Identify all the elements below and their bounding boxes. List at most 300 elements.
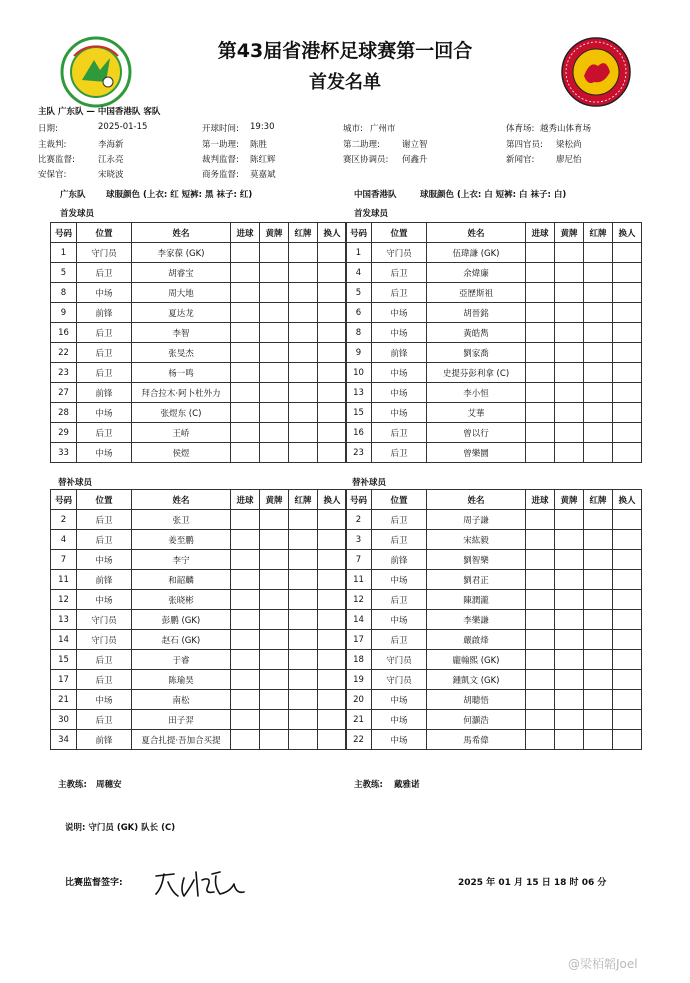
column-header-red: 红牌 bbox=[584, 223, 613, 243]
cell-name: 于睿 bbox=[132, 650, 231, 670]
cell-number: 14 bbox=[51, 630, 77, 650]
column-header-position: 位置 bbox=[372, 223, 427, 243]
column-header-yellow: 黄牌 bbox=[260, 490, 289, 510]
cell-red bbox=[289, 383, 318, 403]
cell-name: 宋紘毅 bbox=[427, 530, 526, 550]
cell-sub bbox=[613, 550, 642, 570]
column-header-yellow: 黄牌 bbox=[260, 223, 289, 243]
cell-sub bbox=[318, 550, 347, 570]
cell-position: 前锋 bbox=[372, 343, 427, 363]
cell-red bbox=[584, 510, 613, 530]
table-row bbox=[346, 383, 642, 403]
cell-red bbox=[289, 303, 318, 323]
cell-name: 田子羿 bbox=[132, 710, 231, 730]
home-subs-label: 替补球员 bbox=[58, 478, 93, 488]
cell-position: 守门员 bbox=[372, 243, 427, 263]
cell-name: 杨一鸣 bbox=[132, 363, 231, 383]
cell-position: 后卫 bbox=[77, 650, 132, 670]
table-row bbox=[346, 570, 642, 590]
cell-position: 后卫 bbox=[77, 423, 132, 443]
cell-red bbox=[289, 363, 318, 383]
cell-red bbox=[584, 630, 613, 650]
info-label: 开球时间: bbox=[202, 124, 239, 134]
watermark: @梁栢韜Joel bbox=[568, 957, 638, 971]
table-row bbox=[346, 550, 642, 570]
cell-sub bbox=[318, 443, 347, 463]
cell-number: 29 bbox=[51, 423, 77, 443]
cell-red bbox=[289, 443, 318, 463]
table-row bbox=[346, 423, 642, 443]
table-row bbox=[51, 550, 347, 570]
cell-name: 胡睿宝 bbox=[132, 263, 231, 283]
column-header-red: 红牌 bbox=[289, 490, 318, 510]
cell-number: 18 bbox=[346, 650, 372, 670]
cell-number: 4 bbox=[51, 530, 77, 550]
cell-number: 7 bbox=[51, 550, 77, 570]
cell-number: 10 bbox=[346, 363, 372, 383]
cell-red bbox=[289, 590, 318, 610]
cell-number: 4 bbox=[346, 263, 372, 283]
info-label: 第一助理: bbox=[202, 140, 239, 150]
cell-name: 夏合扎提·吾加合买提 bbox=[132, 730, 231, 750]
cell-sub bbox=[613, 423, 642, 443]
table-row bbox=[346, 243, 642, 263]
cell-number: 6 bbox=[346, 303, 372, 323]
cell-number: 17 bbox=[51, 670, 77, 690]
cell-yellow bbox=[260, 403, 289, 423]
table-row bbox=[51, 363, 347, 383]
cell-goals bbox=[231, 510, 260, 530]
column-header-yellow: 黄牌 bbox=[555, 223, 584, 243]
signed-timestamp: 2025 年 01 月 15 日 18 时 06 分 bbox=[458, 878, 607, 888]
cell-position: 中场 bbox=[372, 610, 427, 630]
home-team-name: 广东队 bbox=[60, 190, 86, 200]
cell-name: 曾樂圜 bbox=[427, 443, 526, 463]
table-row bbox=[51, 530, 347, 550]
cell-name: 拜合拉木·阿卜杜外力 bbox=[132, 383, 231, 403]
table-row bbox=[51, 690, 347, 710]
column-header-yellow: 黄牌 bbox=[555, 490, 584, 510]
cell-position: 中场 bbox=[372, 363, 427, 383]
cell-position: 前锋 bbox=[372, 550, 427, 570]
cell-name: 余煒廉 bbox=[427, 263, 526, 283]
cell-name: 姜至鹏 bbox=[132, 530, 231, 550]
table-row bbox=[346, 303, 642, 323]
cell-position: 守门员 bbox=[372, 650, 427, 670]
cell-position: 后卫 bbox=[372, 423, 427, 443]
cell-goals bbox=[526, 690, 555, 710]
cell-position: 后卫 bbox=[372, 510, 427, 530]
info-value: 莫嘉斌 bbox=[250, 170, 276, 180]
cell-position: 中场 bbox=[372, 323, 427, 343]
cell-number: 13 bbox=[51, 610, 77, 630]
cell-red bbox=[289, 530, 318, 550]
away-kit-colors: 球服颜色 (上衣: 白 短裤: 白 袜子: 白) bbox=[420, 190, 567, 200]
info-label: 主裁判: bbox=[38, 140, 67, 150]
cell-goals bbox=[526, 530, 555, 550]
cell-yellow bbox=[260, 710, 289, 730]
cell-name: 周大地 bbox=[132, 283, 231, 303]
table-row bbox=[346, 650, 642, 670]
cell-name: 亞歷斯祖 bbox=[427, 283, 526, 303]
cell-yellow bbox=[555, 570, 584, 590]
table-row bbox=[51, 610, 347, 630]
home-subs-table bbox=[50, 489, 347, 750]
cell-goals bbox=[231, 550, 260, 570]
cell-number: 11 bbox=[346, 570, 372, 590]
table-row bbox=[51, 403, 347, 423]
table-row bbox=[51, 590, 347, 610]
cell-sub bbox=[318, 263, 347, 283]
cell-goals bbox=[526, 363, 555, 383]
cell-sub bbox=[318, 610, 347, 630]
cell-red bbox=[584, 303, 613, 323]
table-row bbox=[346, 690, 642, 710]
cell-yellow bbox=[555, 323, 584, 343]
table-row bbox=[346, 610, 642, 630]
cell-red bbox=[289, 730, 318, 750]
table-row bbox=[51, 383, 347, 403]
info-label: 新闻官: bbox=[506, 155, 535, 165]
column-header-number: 号码 bbox=[51, 223, 77, 243]
cell-goals bbox=[231, 690, 260, 710]
cell-sub bbox=[613, 570, 642, 590]
legend-note: 说明: 守门员 (GK) 队长 (C) bbox=[65, 823, 176, 833]
table-row bbox=[51, 423, 347, 443]
column-header-sub: 换人 bbox=[318, 223, 347, 243]
cell-yellow bbox=[260, 650, 289, 670]
cell-position: 守门员 bbox=[77, 243, 132, 263]
cell-red bbox=[584, 570, 613, 590]
cell-position: 后卫 bbox=[372, 630, 427, 650]
cell-name: 李家葆 (GK) bbox=[132, 243, 231, 263]
info-value: 广州市 bbox=[370, 124, 396, 134]
cell-goals bbox=[526, 263, 555, 283]
cell-goals bbox=[526, 710, 555, 730]
cell-name: 张卫 bbox=[132, 510, 231, 530]
cell-yellow bbox=[260, 343, 289, 363]
column-header-number: 号码 bbox=[346, 490, 372, 510]
cell-position: 前锋 bbox=[77, 303, 132, 323]
cell-name: 胡晉銘 bbox=[427, 303, 526, 323]
cell-sub bbox=[613, 343, 642, 363]
cell-number: 34 bbox=[51, 730, 77, 750]
cell-sub bbox=[613, 630, 642, 650]
cell-number: 19 bbox=[346, 670, 372, 690]
cell-yellow bbox=[555, 343, 584, 363]
cell-name: 劉君正 bbox=[427, 570, 526, 590]
cell-number: 14 bbox=[346, 610, 372, 630]
cell-sub bbox=[613, 730, 642, 750]
column-header-red: 红牌 bbox=[584, 490, 613, 510]
cell-name: 陈瑜昊 bbox=[132, 670, 231, 690]
table-row bbox=[346, 710, 642, 730]
cell-red bbox=[289, 283, 318, 303]
cell-sub bbox=[318, 423, 347, 443]
away-coach-label: 主教练: bbox=[354, 780, 383, 790]
cell-yellow bbox=[260, 530, 289, 550]
table-row bbox=[51, 343, 347, 363]
cell-sub bbox=[613, 510, 642, 530]
column-header-sub: 换人 bbox=[318, 490, 347, 510]
cell-goals bbox=[231, 303, 260, 323]
cell-yellow bbox=[555, 610, 584, 630]
info-label: 体育场: bbox=[506, 124, 535, 134]
cell-goals bbox=[231, 443, 260, 463]
table-row bbox=[346, 443, 642, 463]
cell-goals bbox=[526, 303, 555, 323]
cell-position: 后卫 bbox=[77, 510, 132, 530]
cell-yellow bbox=[555, 590, 584, 610]
cell-name: 彭鹏 (GK) bbox=[132, 610, 231, 630]
cell-goals bbox=[231, 343, 260, 363]
cell-name: 龐翰熙 (GK) bbox=[427, 650, 526, 670]
cell-red bbox=[289, 510, 318, 530]
home-starters-table bbox=[50, 222, 347, 463]
cell-yellow bbox=[260, 510, 289, 530]
cell-yellow bbox=[555, 630, 584, 650]
cell-sub bbox=[318, 710, 347, 730]
cell-red bbox=[584, 443, 613, 463]
cell-goals bbox=[526, 383, 555, 403]
cell-name: 何灝浩 bbox=[427, 710, 526, 730]
cell-name: 黃皓雋 bbox=[427, 323, 526, 343]
cell-number: 23 bbox=[346, 443, 372, 463]
cell-goals bbox=[231, 263, 260, 283]
cell-red bbox=[289, 323, 318, 343]
info-label: 第四官员: bbox=[506, 140, 543, 150]
cell-name: 曾以行 bbox=[427, 423, 526, 443]
info-value: 廖尼怡 bbox=[556, 155, 582, 165]
cell-red bbox=[584, 590, 613, 610]
cell-goals bbox=[231, 710, 260, 730]
cell-red bbox=[289, 243, 318, 263]
info-label: 安保官: bbox=[38, 170, 67, 180]
matchup: 主队 广东队 — 中国香港队 客队 bbox=[38, 107, 161, 117]
cell-yellow bbox=[260, 263, 289, 283]
cell-number: 3 bbox=[346, 530, 372, 550]
cell-goals bbox=[231, 570, 260, 590]
cell-red bbox=[289, 650, 318, 670]
cell-number: 15 bbox=[51, 650, 77, 670]
table-row bbox=[346, 343, 642, 363]
table-header-row bbox=[346, 490, 642, 510]
table-row bbox=[346, 403, 642, 423]
cell-sub bbox=[318, 323, 347, 343]
away-starters-label: 首发球员 bbox=[354, 209, 389, 219]
cell-sub bbox=[613, 403, 642, 423]
cell-yellow bbox=[260, 730, 289, 750]
cell-goals bbox=[231, 650, 260, 670]
cell-name: 伍瑋謙 (GK) bbox=[427, 243, 526, 263]
cell-number: 2 bbox=[51, 510, 77, 530]
cell-yellow bbox=[555, 383, 584, 403]
cell-red bbox=[289, 403, 318, 423]
cell-name: 李樂謙 bbox=[427, 610, 526, 630]
cell-sub bbox=[613, 610, 642, 630]
cell-position: 中场 bbox=[77, 550, 132, 570]
cell-name: 史提芬彭利拿 (C) bbox=[427, 363, 526, 383]
table-row bbox=[346, 323, 642, 343]
cell-position: 守门员 bbox=[372, 670, 427, 690]
cell-yellow bbox=[260, 630, 289, 650]
column-header-name: 姓名 bbox=[427, 490, 526, 510]
cell-number: 28 bbox=[51, 403, 77, 423]
cell-position: 中场 bbox=[372, 690, 427, 710]
cell-sub bbox=[318, 383, 347, 403]
cell-name: 侯煜 bbox=[132, 443, 231, 463]
cell-goals bbox=[526, 610, 555, 630]
cell-goals bbox=[526, 443, 555, 463]
table-row bbox=[51, 650, 347, 670]
cell-position: 后卫 bbox=[372, 443, 427, 463]
cell-name: 周子謙 bbox=[427, 510, 526, 530]
column-header-goals: 进球 bbox=[231, 490, 260, 510]
page-subtitle: 首发名单 bbox=[309, 72, 381, 93]
cell-goals bbox=[231, 403, 260, 423]
away-team-name: 中国香港队 bbox=[354, 190, 397, 200]
cell-name: 陳潤瀧 bbox=[427, 590, 526, 610]
cell-position: 中场 bbox=[77, 283, 132, 303]
cell-goals bbox=[231, 323, 260, 343]
cell-red bbox=[584, 423, 613, 443]
cell-number: 2 bbox=[346, 510, 372, 530]
cell-name: 张煜东 (C) bbox=[132, 403, 231, 423]
cell-position: 守门员 bbox=[77, 610, 132, 630]
cell-position: 后卫 bbox=[77, 343, 132, 363]
cell-yellow bbox=[555, 530, 584, 550]
cell-yellow bbox=[260, 690, 289, 710]
info-value: 李海新 bbox=[98, 140, 124, 150]
cell-position: 中场 bbox=[77, 403, 132, 423]
cell-sub bbox=[613, 363, 642, 383]
cell-position: 中场 bbox=[77, 443, 132, 463]
info-value: 陈红辉 bbox=[250, 155, 276, 165]
cell-red bbox=[584, 263, 613, 283]
cell-name: 夏达龙 bbox=[132, 303, 231, 323]
info-label: 第二助理: bbox=[343, 140, 380, 150]
cell-yellow bbox=[555, 403, 584, 423]
cell-sub bbox=[318, 510, 347, 530]
cell-goals bbox=[231, 530, 260, 550]
cell-goals bbox=[526, 343, 555, 363]
cell-position: 后卫 bbox=[77, 670, 132, 690]
cell-number: 21 bbox=[51, 690, 77, 710]
column-header-red: 红牌 bbox=[289, 223, 318, 243]
cell-red bbox=[584, 383, 613, 403]
table-row bbox=[51, 303, 347, 323]
cell-sub bbox=[613, 710, 642, 730]
info-label: 日期: bbox=[38, 124, 58, 134]
cell-goals bbox=[231, 730, 260, 750]
cell-sub bbox=[318, 343, 347, 363]
home-coach: 周穗安 bbox=[96, 780, 122, 790]
table-row bbox=[51, 443, 347, 463]
cell-name: 胡聰悟 bbox=[427, 690, 526, 710]
cell-yellow bbox=[260, 670, 289, 690]
away-starters-table bbox=[345, 222, 642, 463]
table-row bbox=[346, 590, 642, 610]
cell-yellow bbox=[260, 303, 289, 323]
cell-number: 11 bbox=[51, 570, 77, 590]
column-header-goals: 进球 bbox=[526, 223, 555, 243]
cell-name: 李智 bbox=[132, 323, 231, 343]
cell-sub bbox=[318, 570, 347, 590]
table-row bbox=[51, 283, 347, 303]
cell-red bbox=[584, 550, 613, 570]
cell-number: 16 bbox=[346, 423, 372, 443]
cell-yellow bbox=[555, 283, 584, 303]
home-coach-label: 主教练: bbox=[58, 780, 87, 790]
cell-red bbox=[584, 363, 613, 383]
cell-yellow bbox=[260, 383, 289, 403]
cell-name: 王峤 bbox=[132, 423, 231, 443]
info-value: 越秀山体育场 bbox=[540, 124, 592, 134]
table-row bbox=[346, 730, 642, 750]
cell-number: 23 bbox=[51, 363, 77, 383]
info-label: 比赛监督: bbox=[38, 155, 75, 165]
info-value: 何鑫升 bbox=[402, 155, 428, 165]
cell-number: 9 bbox=[51, 303, 77, 323]
cell-name: 劉家喬 bbox=[427, 343, 526, 363]
cell-position: 前锋 bbox=[77, 383, 132, 403]
cell-sub bbox=[318, 303, 347, 323]
cell-number: 22 bbox=[346, 730, 372, 750]
table-row bbox=[346, 510, 642, 530]
away-coach: 戴雅诺 bbox=[394, 780, 420, 790]
cell-red bbox=[584, 690, 613, 710]
cell-red bbox=[289, 610, 318, 630]
cell-number: 8 bbox=[51, 283, 77, 303]
info-label: 城市: bbox=[343, 124, 363, 134]
cell-yellow bbox=[260, 363, 289, 383]
cell-position: 后卫 bbox=[77, 263, 132, 283]
cell-goals bbox=[526, 283, 555, 303]
cell-position: 前锋 bbox=[77, 570, 132, 590]
cell-goals bbox=[526, 630, 555, 650]
cell-goals bbox=[231, 283, 260, 303]
cell-name: 张旻杰 bbox=[132, 343, 231, 363]
cell-position: 中场 bbox=[372, 710, 427, 730]
cell-red bbox=[584, 650, 613, 670]
cell-goals bbox=[231, 590, 260, 610]
cell-goals bbox=[526, 423, 555, 443]
cell-yellow bbox=[555, 730, 584, 750]
cell-goals bbox=[526, 570, 555, 590]
cell-position: 中场 bbox=[372, 303, 427, 323]
cell-name: 张晓彬 bbox=[132, 590, 231, 610]
column-header-goals: 进球 bbox=[231, 223, 260, 243]
column-header-position: 位置 bbox=[372, 490, 427, 510]
cell-sub bbox=[318, 243, 347, 263]
cell-yellow bbox=[555, 510, 584, 530]
cell-goals bbox=[526, 590, 555, 610]
cell-number: 7 bbox=[346, 550, 372, 570]
table-row bbox=[346, 263, 642, 283]
column-header-position: 位置 bbox=[77, 490, 132, 510]
cell-number: 8 bbox=[346, 323, 372, 343]
cell-red bbox=[584, 530, 613, 550]
cell-position: 中场 bbox=[372, 403, 427, 423]
cell-name: 和韶麟 bbox=[132, 570, 231, 590]
cell-sub bbox=[318, 730, 347, 750]
cell-number: 1 bbox=[51, 243, 77, 263]
cell-goals bbox=[526, 323, 555, 343]
cell-position: 后卫 bbox=[372, 263, 427, 283]
cell-number: 5 bbox=[346, 283, 372, 303]
cell-number: 30 bbox=[51, 710, 77, 730]
cell-yellow bbox=[260, 283, 289, 303]
